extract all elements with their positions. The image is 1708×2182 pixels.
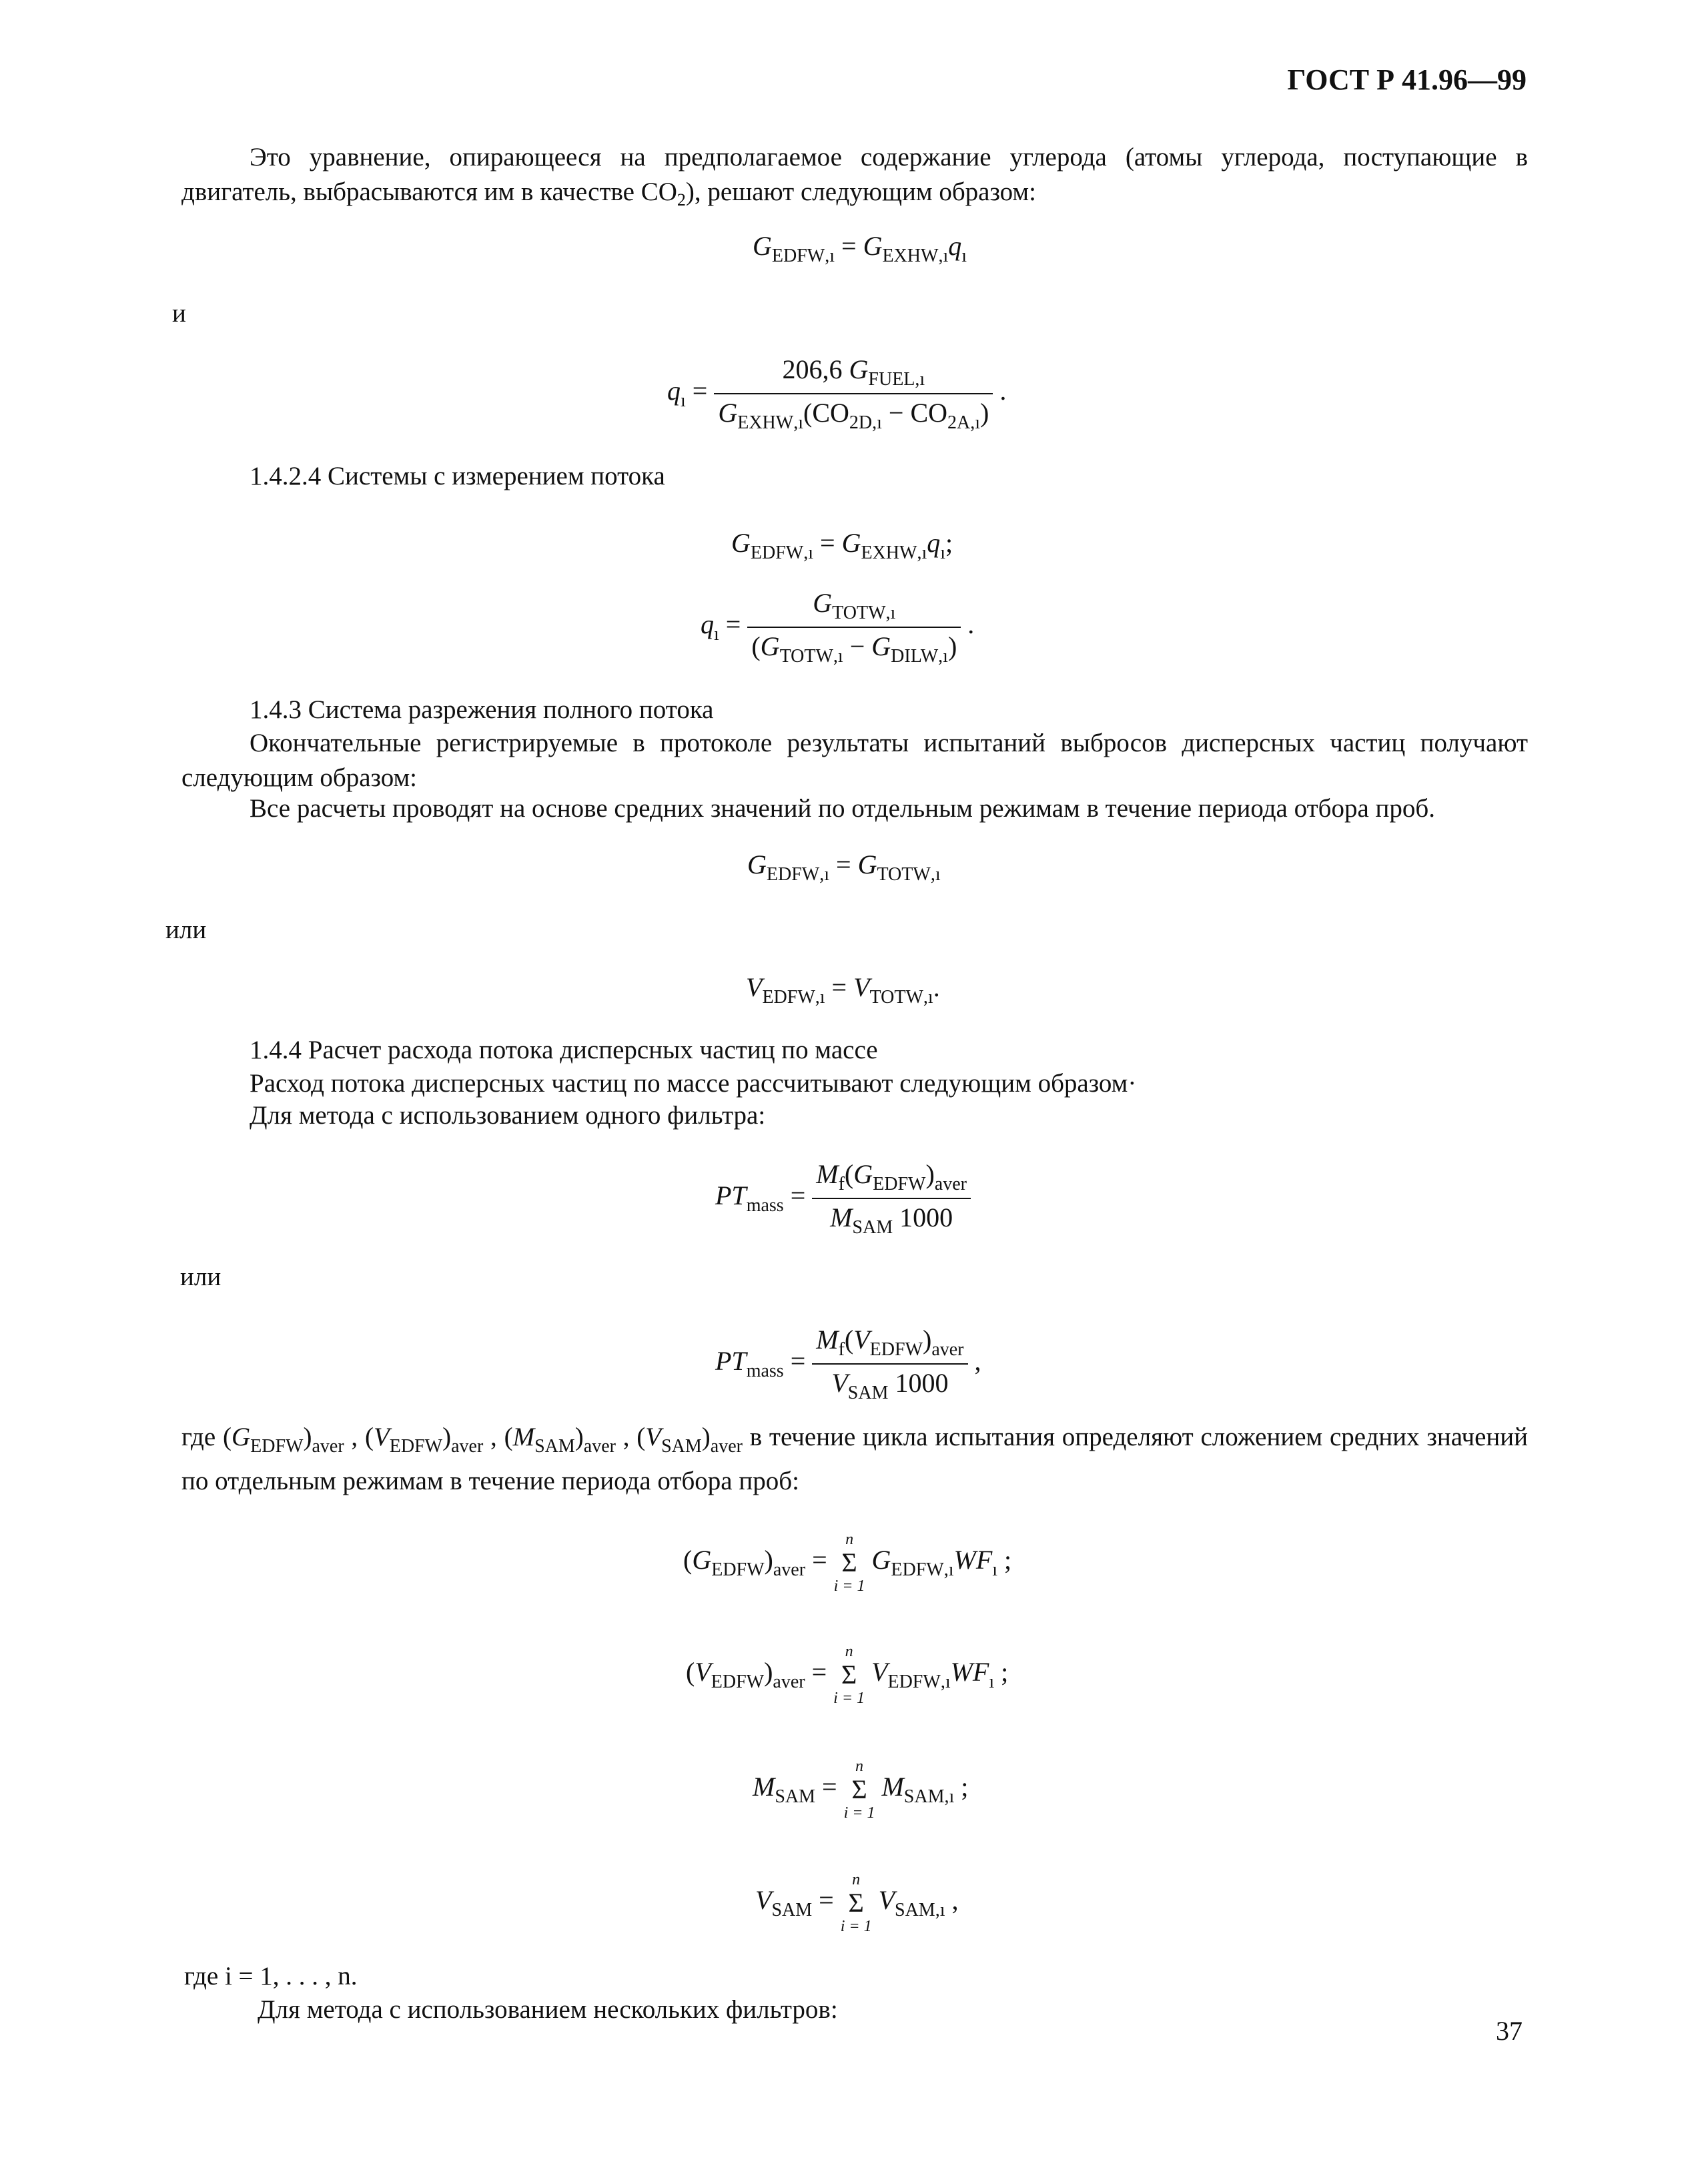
multi-filter-heading: Для метода с использованием нескольких фильтров: (258, 1995, 838, 2024)
summation: n Σ i = 1 (840, 1871, 872, 1935)
co2-subscript: 2 (677, 190, 686, 210)
where-paragraph: где $(G_{EDFW})_{aver}$ , $(V_{EDFW})_{aver}$ , $(M_{SAM})_{aver}$ , $(V_{SAM})_{aver}$ в течение цикла испытания определяют сложением средних значений по отдельным режимам в течение периода отбора проб: (181, 1423, 1529, 1495)
paragraph-1-4-4-a: Расход потока дисперсных частиц по массе рассчитывают следующим образом· (250, 1069, 1137, 1098)
document-header: ГОСТ Р 41.96—99 (1287, 63, 1527, 96)
or-word-1: или (165, 916, 207, 944)
equation-sum-gedfw: $(G_{EDFW})_{aver}$ = n Σ i = 1 $G_{EDFW,ı}WF_ı$ ; (683, 1531, 1012, 1595)
where-i-range: где i = 1, . . . , n. (184, 1962, 358, 1990)
section-1-4-4: 1.4.4 Расчет расхода потока дисперсных частиц по массе (250, 1036, 878, 1064)
section-1-4-2-4: 1.4.2.4 Системы с измерением потока (250, 462, 665, 490)
fraction-flow: $\frac{G_{TOTW,ı}}{(G_{TOTW,ı} - G_{DILW,ı})}$ (747, 587, 961, 667)
summation: n Σ i = 1 (833, 1643, 865, 1707)
section-1-4-3: 1.4.3 Система разрежения полного потока (250, 695, 714, 724)
equation-sum-vedfw: $(V_{EDFW})_{aver}$ = n Σ i = 1 $V_{EDFW,ı}WF_ı$ ; (686, 1643, 1009, 1707)
summation: n Σ i = 1 (833, 1531, 865, 1595)
equation-gedfw-totw: $G_{EDFW,ı} = G_{TOTW,ı}$ (747, 849, 941, 885)
or-word-2: или (180, 1262, 222, 1291)
page-number: 37 (1496, 2016, 1523, 2046)
equation-sum-msam: $M_{SAM}$ = n Σ i = 1 $M_{SAM,ı}$ ; (753, 1758, 969, 1822)
paragraph-1-4-3-b: Все расчеты проводят на основе средних значений по отдельным режимам в течение периода отбора проб. (250, 794, 1435, 823)
equation-sum-vsam: $V_{SAM}$ = n Σ i = 1 $V_{SAM,ı}$ , (755, 1871, 959, 1935)
intro-paragraph (181, 140, 1528, 218)
equation-vedfw-totw: $V_{EDFW,ı} = V_{TOTW,ı}$. (746, 972, 940, 1008)
equation-ptmass-v: $PT_{mass}$ = $\frac{M_f(V_{EDFW})_{aver}}{V_{SAM} 1000}$ , (715, 1325, 981, 1403)
intro-text-end: ), решают следующим образом: (685, 177, 1036, 206)
fraction-ptmass-g: $\frac{M_f(G_{EDFW})_{aver}}{M_{SAM} 1000}$ (812, 1158, 971, 1238)
intro-text: Это уравнение, опирающееся на предполагаемое содержание углерода (атомы углерода, поступающие в двигатель, выбрасываются им в качестве CO (181, 143, 1528, 206)
paragraph-1-4-3-a: Окончательные регистрируемые в протоколе результаты испытаний выбросов дисперсных частиц получают следующим образом: (181, 729, 1528, 792)
equation-qi-carbon: $q_ı$ = $\frac{206,6 G_{FUEL,ı}}{G_{EXHW,ı}(CO_{2D,ı} - CO_{2A,ı})}$ . (667, 354, 1007, 433)
equation-gedfw-flow: $G_{EDFW,ı} = G_{EXHW,ı}q_ı$; (731, 528, 953, 563)
equation-qi-flow: $q_ı$ = $\frac{G_{TOTW,ı}}{(G_{TOTW,ı} - G_{DILW,ı})}$ . (701, 588, 975, 667)
equation-ptmass-g: $PT_{mass}$ = $\frac{M_f(G_{EDFW})_{aver}}{M_{SAM} 1000}$ (715, 1158, 971, 1238)
paragraph-1-4-4-b: Для метода с использованием одного фильтра: (250, 1101, 766, 1130)
fraction-ptmass-v: $\frac{M_f(V_{EDFW})_{aver}}{V_{SAM} 1000}$ (812, 1324, 967, 1404)
summation: n Σ i = 1 (843, 1758, 875, 1822)
and-word: и (172, 299, 186, 328)
equation-gedfw-exhw: $G_{EDFW,ı} = G_{EXHW,ı}q_ı$ (753, 231, 967, 266)
fraction-carbon: $\frac{206,6 G_{FUEL,ı}}{G_{EXHW,ı}(CO_{2D,ı} - CO_{2A,ı})}$ (714, 354, 993, 434)
